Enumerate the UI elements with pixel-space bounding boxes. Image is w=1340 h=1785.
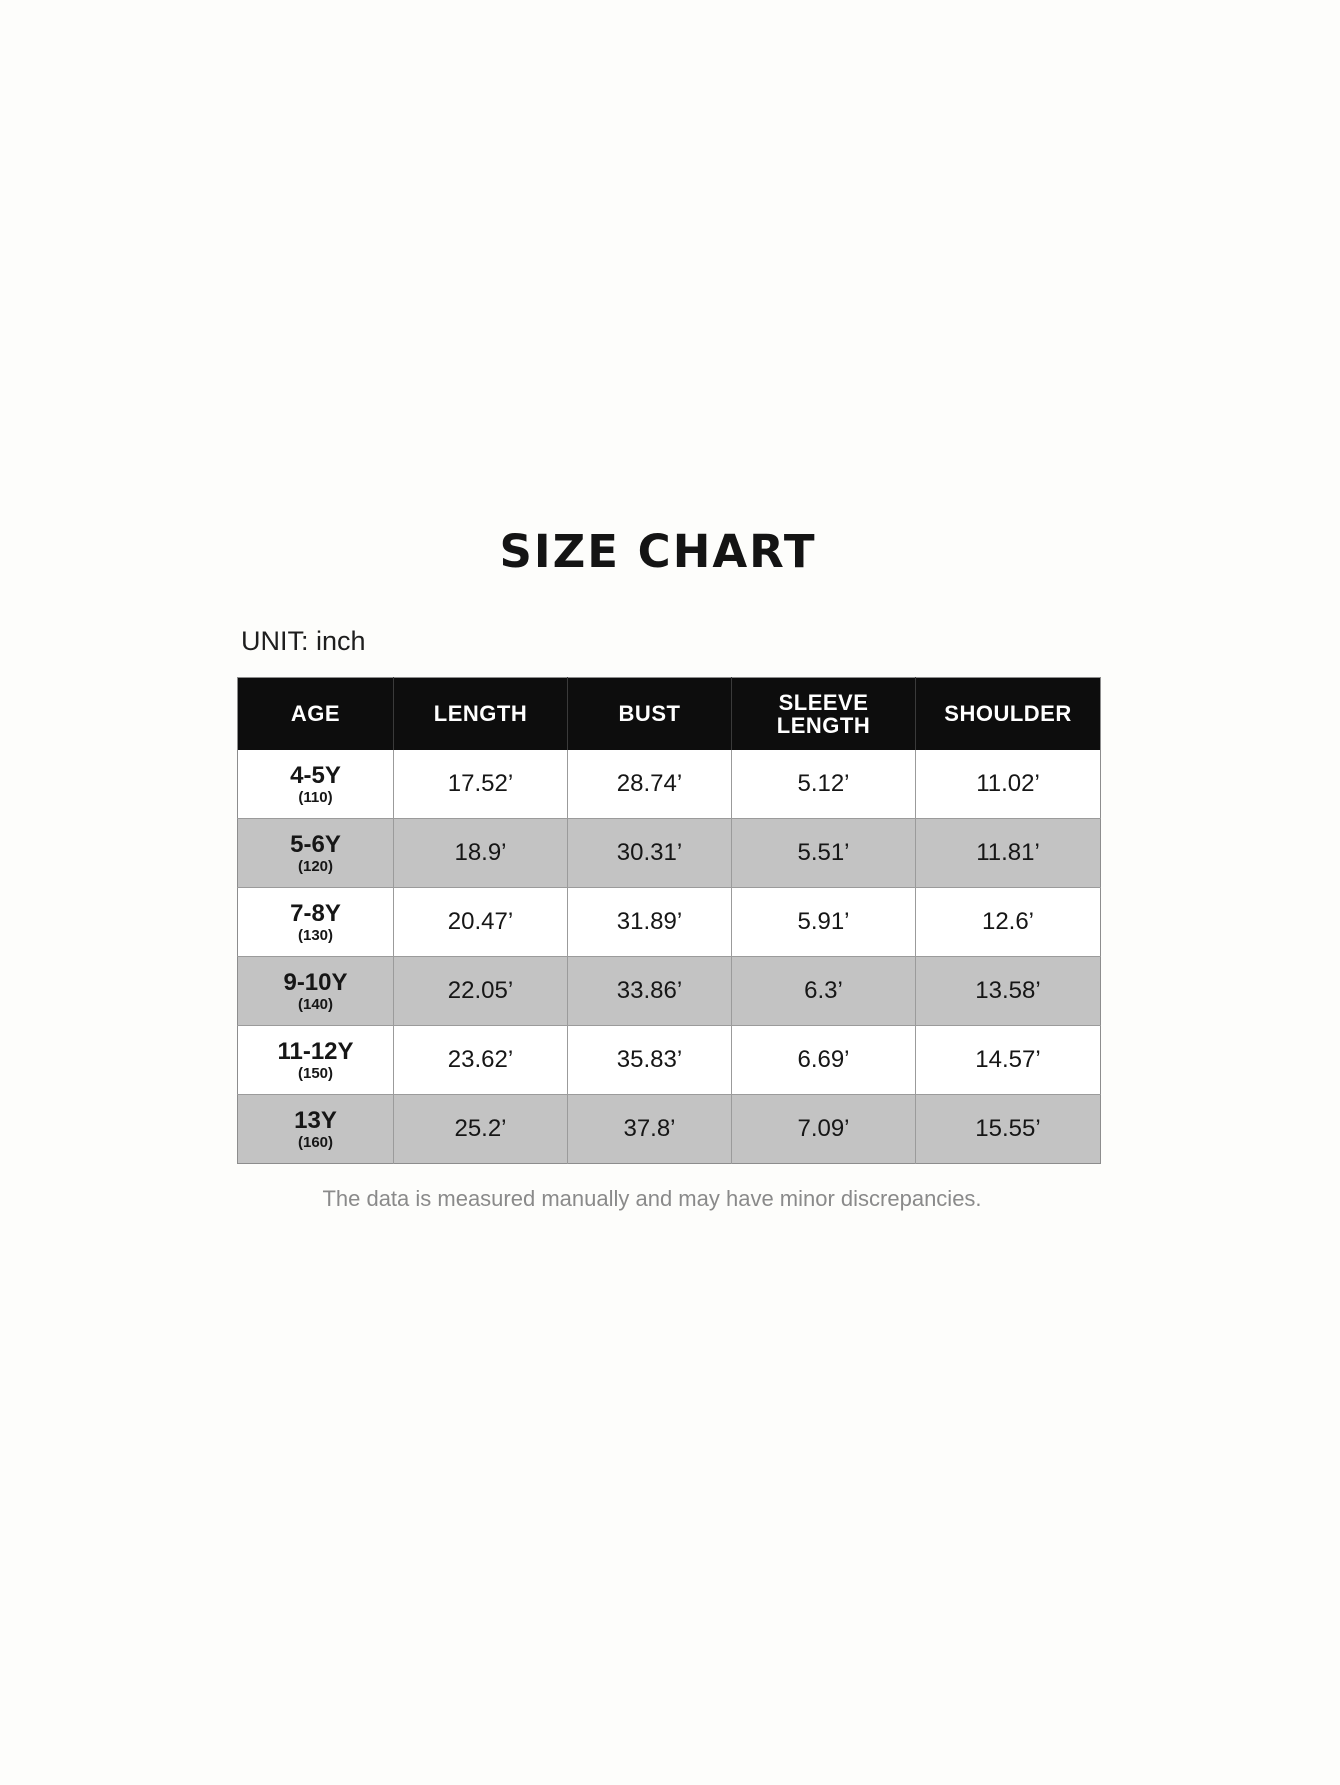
- cell-sleeve-length: 5.51’: [732, 819, 916, 888]
- column-header-bust: BUST: [568, 678, 732, 751]
- disclaimer-note: The data is measured manually and may have minor discrepancies.: [322, 1186, 982, 1211]
- cell-age-value: 11-12Y: [277, 1037, 354, 1065]
- cell-sleeve-length: 5.91’: [732, 888, 916, 957]
- cell-length: 20.47’: [394, 888, 568, 957]
- cell-bust: 30.31’: [568, 819, 732, 888]
- page-title: SIZE CHART: [499, 525, 817, 578]
- cell-age-sub: (160): [297, 1133, 334, 1151]
- cell-age-sub: (140): [297, 995, 334, 1013]
- cell-age: [238, 819, 394, 888]
- table-row: [238, 888, 1101, 957]
- column-header-sleeve-line1: SLEEVE: [778, 689, 869, 715]
- cell-age: [238, 1095, 394, 1164]
- cell-shoulder: 13.58’: [916, 957, 1101, 1026]
- column-header-sleeve-length: [732, 678, 916, 751]
- cell-shoulder: 14.57’: [916, 1026, 1101, 1095]
- cell-age-sub: (120): [297, 857, 334, 875]
- table-row: [238, 750, 1101, 819]
- cell-bust: 37.8’: [568, 1095, 732, 1164]
- cell-bust: 33.86’: [568, 957, 732, 1026]
- cell-shoulder: 15.55’: [916, 1095, 1101, 1164]
- cell-shoulder: 11.02’: [916, 750, 1101, 819]
- cell-length: 22.05’: [394, 957, 568, 1026]
- cell-sleeve-length: 7.09’: [732, 1095, 916, 1164]
- cell-age: [238, 750, 394, 819]
- table-row: [238, 1026, 1101, 1095]
- table-row: [238, 957, 1101, 1026]
- column-header-sleeve-line2: LENGTH: [776, 713, 871, 738]
- column-header-length: LENGTH: [394, 678, 568, 751]
- cell-age: [238, 957, 394, 1026]
- cell-length: 23.62’: [394, 1026, 568, 1095]
- table-header-row: [238, 678, 1101, 751]
- cell-length: 18.9’: [394, 819, 568, 888]
- table-row: [238, 819, 1101, 888]
- cell-shoulder: 11.81’: [916, 819, 1101, 888]
- cell-length: 17.52’: [394, 750, 568, 819]
- cell-age-sub: (150): [297, 1064, 334, 1082]
- cell-age-value: 5-6Y: [290, 830, 341, 858]
- column-header-age: AGE: [238, 678, 394, 751]
- size-chart-block: [237, 525, 1072, 1212]
- cell-bust: 31.89’: [568, 888, 732, 957]
- cell-sleeve-length: 6.69’: [732, 1026, 916, 1095]
- cell-bust: 35.83’: [568, 1026, 732, 1095]
- table-row: [238, 1095, 1101, 1164]
- cell-age: [238, 888, 394, 957]
- size-chart-table: [237, 677, 1101, 1164]
- cell-sleeve-length: 6.3’: [732, 957, 916, 1026]
- cell-age-value: 7-8Y: [290, 899, 341, 927]
- cell-age-sub: (110): [298, 788, 333, 806]
- unit-label: UNIT: inch: [241, 626, 366, 656]
- cell-age-value: 13Y: [294, 1106, 337, 1134]
- cell-length: 25.2’: [394, 1095, 568, 1164]
- cell-bust: 28.74’: [568, 750, 732, 819]
- column-header-shoulder: SHOULDER: [916, 678, 1101, 751]
- cell-shoulder: 12.6’: [916, 888, 1101, 957]
- cell-sleeve-length: 5.12’: [732, 750, 916, 819]
- cell-age-value: 9-10Y: [283, 968, 348, 996]
- cell-age-value: 4-5Y: [290, 761, 341, 789]
- cell-age-sub: (130): [297, 926, 334, 944]
- cell-age: [238, 1026, 394, 1095]
